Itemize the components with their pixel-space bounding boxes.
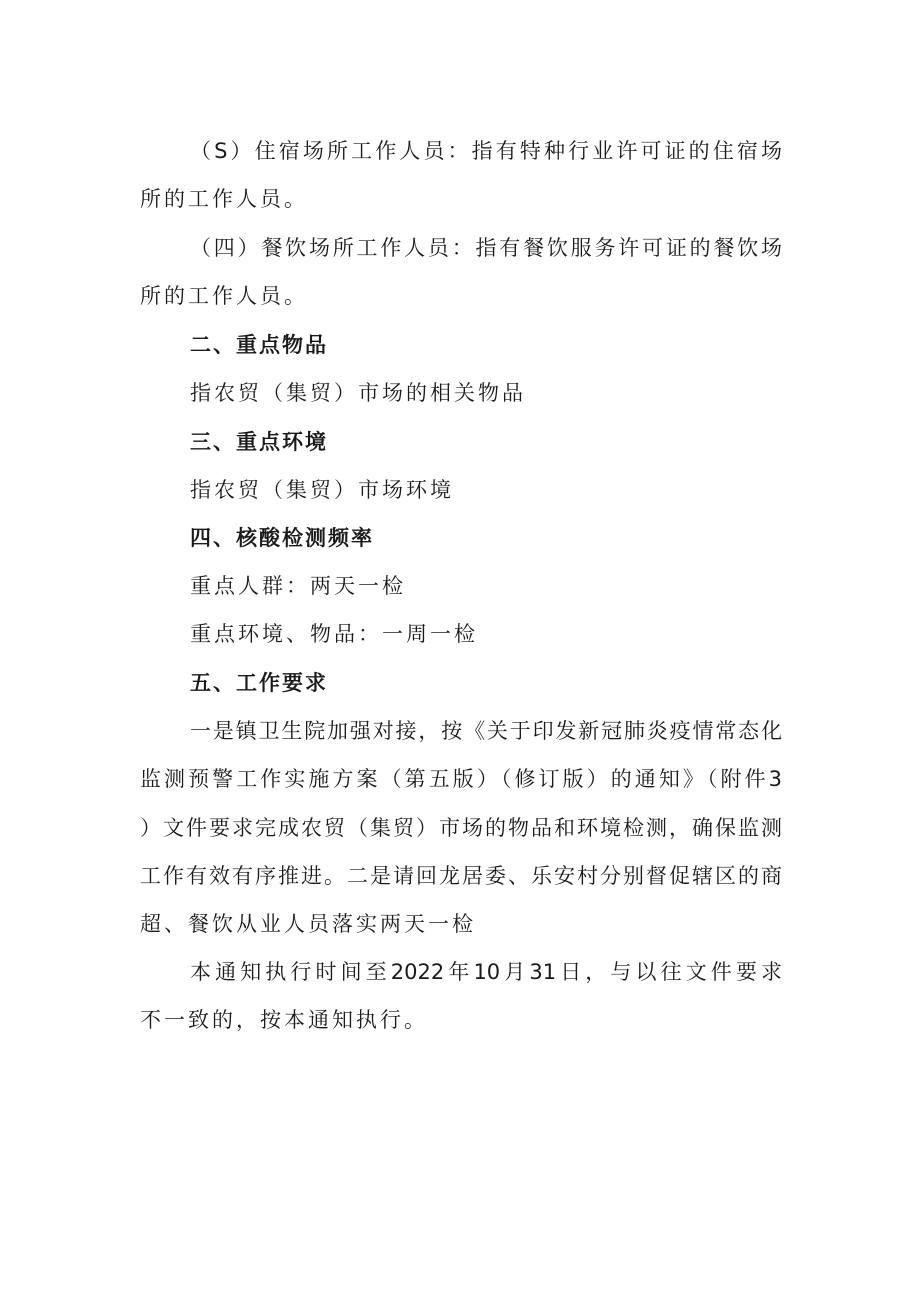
validity-line-2: 不一致的，按本通知执行。 xyxy=(140,1008,428,1032)
test-frequency-env-items: 重点环境、物品：一周一检 xyxy=(190,622,478,646)
work-requirements-line-1: 一是镇卫生院加强对接，按《关于印发新冠肺炎疫情常态化 xyxy=(190,719,782,743)
work-requirements-line-2: 监测预警工作实施方案（第五版）（修订版）的通知》（附件3 xyxy=(140,767,782,791)
key-items-heading: 二、重点物品 xyxy=(190,333,328,357)
test-frequency-people: 重点人群：两天一检 xyxy=(190,574,406,598)
key-environment-heading: 三、重点环境 xyxy=(190,430,328,454)
key-environment-text: 指农贸（集贸）市场环境 xyxy=(190,478,454,502)
work-requirements-line-4: 工作有效有序推进。二是请回龙居委、乐安村分别督促辖区的商 xyxy=(140,864,782,888)
hotel-staff-line-1: （S）住宿场所工作人员：指有特种行业许可证的住宿场 xyxy=(190,139,782,163)
work-requirements-line-5: 超、餐饮从业人员落实两天一检 xyxy=(140,912,476,936)
hotel-staff-line-2: 所的工作人员。 xyxy=(140,187,308,211)
key-items-text: 指农贸（集贸）市场的相关物品 xyxy=(190,381,526,405)
test-frequency-heading: 四、核酸检测频率 xyxy=(190,526,374,550)
catering-staff-line-2: 所的工作人员。 xyxy=(140,284,308,308)
work-requirements-line-3: ）文件要求完成农贸（集贸）市场的物品和环境检测，确保监测 xyxy=(140,816,782,840)
work-requirements-heading: 五、工作要求 xyxy=(190,671,328,695)
validity-line-1: 本通知执行时间至2022年10月31日，与以往文件要求 xyxy=(190,960,782,984)
catering-staff-line-1: （四）餐饮场所工作人员：指有餐饮服务许可证的餐饮场 xyxy=(190,236,782,260)
